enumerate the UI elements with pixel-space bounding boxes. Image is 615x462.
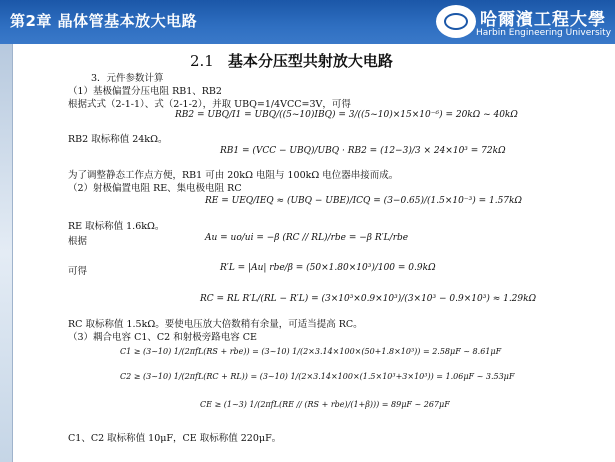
formula-rb2: RB2 = UBQ/I1 = UBQ/((5~10)IBQ) = 3/((5~10)×15×10⁻⁶) = 20kΩ ~ 40kΩ: [175, 110, 518, 120]
formula-c2: C2 ≥ (3~10) 1/(2πfL(RC + RL)) = (3~10) 1/(2×3.14×100×(1.5×10³+3×10³)) = 1.06μF ~ 3.53μF: [120, 372, 515, 381]
formula-c1: C1 ≥ (3~10) 1/(2πfL(RS + rbe)) = (3~10) 1/(2×3.14×100×(50+1.8×10³)) = 2.58μF ~ 8.61μF: [120, 347, 502, 356]
section-number: 2.1: [190, 52, 214, 70]
text-line: （1）基极偏置分压电阻 RB1、RB2: [68, 86, 222, 97]
text-line: （2）射极偏置电阻 RE、集电极电阻 RC: [68, 183, 242, 194]
formula-re: RE = UEQ/IEQ ≈ (UBQ − UBE)/ICQ = (3−0.65)/(1.5×10⁻³) = 1.57kΩ: [205, 196, 522, 206]
formula-au: Au = uo/ui = −β (RC // RL)/rbe = −β R′L/rbe: [205, 233, 409, 243]
formula-rb1: RB1 = (VCC − UBQ)/UBQ · RB2 = (12−3)/3 × 24×10³ = 72kΩ: [220, 146, 506, 156]
header-bar: [0, 0, 615, 44]
text-line: 根据: [68, 236, 88, 247]
university-name-en: Harbin Engineering University: [476, 28, 612, 38]
formula-ce: CE ≥ (1~3) 1/(2πfL(RE // (RS + rbe)/(1+β))) = 89μF ~ 267μF: [200, 400, 450, 409]
text-line: 可得: [68, 266, 88, 277]
text-line: 根据式式（2-1-1）、式（2-1-2），并取 UBQ=1/4VCC=3V，可得: [68, 99, 351, 110]
text-line: RE 取标称值 1.6kΩ。: [68, 221, 165, 232]
chapter-title: 第2章 晶体管基本放大电路: [10, 12, 198, 30]
text-line: RC 取标称值 1.5kΩ。要使电压放大倍数稍有余量，可适当提高 RC。: [68, 319, 363, 330]
text-line: C1、C2 取标称值 10μF，CE 取标称值 220μF。: [68, 433, 282, 444]
formula-rc: RC = RL R′L/(RL − R′L) = (3×10³×0.9×10³)/(3×10³ − 0.9×10³) ≈ 1.29kΩ: [200, 294, 537, 304]
text-line: 3．元件参数计算: [91, 73, 164, 84]
text-line: 为了调整静态工作点方便，RB1 可由 20kΩ 电阻与 100kΩ 电位器串接而成。: [68, 170, 399, 181]
university-seal-icon: [436, 5, 476, 38]
section-title: [190, 50, 393, 71]
text-line: RB2 取标称值 24kΩ。: [68, 134, 168, 145]
formula-rl-prime: R′L = |Au| rbe/β = (50×1.80×10³)/100 = 0.9kΩ: [220, 263, 436, 273]
section-heading: 基本分压型共射放大电路: [227, 52, 393, 70]
university-name-cn: 哈爾濱工程大學: [480, 10, 606, 30]
left-divider: [12, 44, 13, 462]
left-decoration-bar: [0, 44, 12, 462]
text-line: （3）耦合电容 C1、C2 和射极旁路电容 CE: [68, 332, 257, 343]
